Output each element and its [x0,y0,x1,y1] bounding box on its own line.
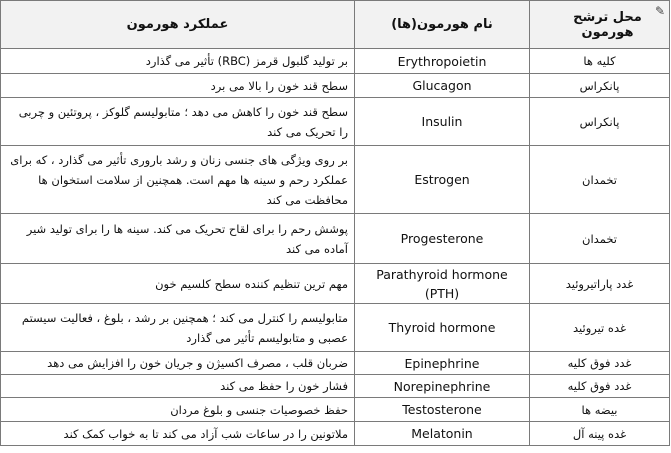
cell-location: غدد فوق کلیه [530,352,670,375]
cell-location: پانکراس [530,98,670,146]
cell-function: سطح قند خون را کاهش می دهد ؛ متابولیسم گلوکز ، پروتئین و چربی را تحریک می کند [1,98,355,146]
cell-hormone-name: Melatonin [355,422,530,446]
table-row [1,49,670,74]
header-row [1,1,670,49]
cell-location: کلیه ها [530,49,670,74]
pencil-icon: ✎ [654,4,665,18]
cell-location: غده تیروئید [530,304,670,352]
cell-function: ضربان قلب ، مصرف اکسیژن و جریان خون را افزایش می دهد [1,352,355,375]
cell-function: فشار خون را حفظ می کند [1,375,355,398]
cell-hormone-name: Glucagon [355,74,530,98]
cell-hormone-name: Erythropoietin [355,49,530,74]
cell-hormone-name: Testosterone [355,398,530,422]
cell-hormone-name: Epinephrine [355,352,530,375]
cell-location: غده پینه آل [530,422,670,446]
header-name: نام هورمون(ها) [355,1,530,49]
cell-function: پوشش رحم را برای لقاح تحریک می کند. سینه ها را برای تولید شیر آماده می کند [1,214,355,264]
cell-hormone-name: Estrogen [355,146,530,214]
cell-location: تخمدان [530,214,670,264]
cell-function: مهم ترین تنظیم کننده سطح کلسیم خون [1,264,355,304]
cell-function: سطح قند خون را بالا می برد [1,74,355,98]
table-row [1,98,670,146]
header-function: عملکرد هورمون [1,1,355,49]
cell-function: متابولیسم را کنترل می کند ؛ همچنین بر رشد ، بلوغ ، فعالیت سیستم عصبی و متابولیسم تأثیر می گذارد [1,304,355,352]
cell-location: غدد پاراتیروئید [530,264,670,304]
table-row [1,304,670,352]
table-row [1,264,670,304]
cell-location: تخمدان [530,146,670,214]
cell-hormone-name: Norepinephrine [355,375,530,398]
table-row [1,375,670,398]
table-row [1,352,670,375]
header-location [530,1,670,49]
cell-function: ملاتونین را در ساعات شب آزاد می کند تا به خواب کمک کند [1,422,355,446]
header-location-label: محل ترشح هورمون [573,9,642,40]
cell-location: پانکراس [530,74,670,98]
cell-function: بر روی ویژگی های جنسی زنان و رشد باروری تأثیر می گذارد ، که برای عملکرد رحم و سینه ها مهم است. همچنین از سلامت استخوان ها محافظت می کند [1,146,355,214]
cell-hormone-name: Insulin [355,98,530,146]
table-row [1,214,670,264]
table-row [1,146,670,214]
cell-function: حفظ خصوصیات جنسی و بلوغ مردان [1,398,355,422]
table-row [1,422,670,446]
cell-hormone-name: Thyroid hormone [355,304,530,352]
table-row [1,74,670,98]
table-body [1,49,670,446]
cell-location: غدد فوق کلیه [530,375,670,398]
cell-location: بیضه ها [530,398,670,422]
cell-hormone-name: Progesterone [355,214,530,264]
cell-hormone-name: Parathyroid hormone (PTH) [355,264,530,304]
table-row [1,398,670,422]
cell-function: بر تولید گلبول قرمز (RBC) تأثیر می گذارد [1,49,355,74]
